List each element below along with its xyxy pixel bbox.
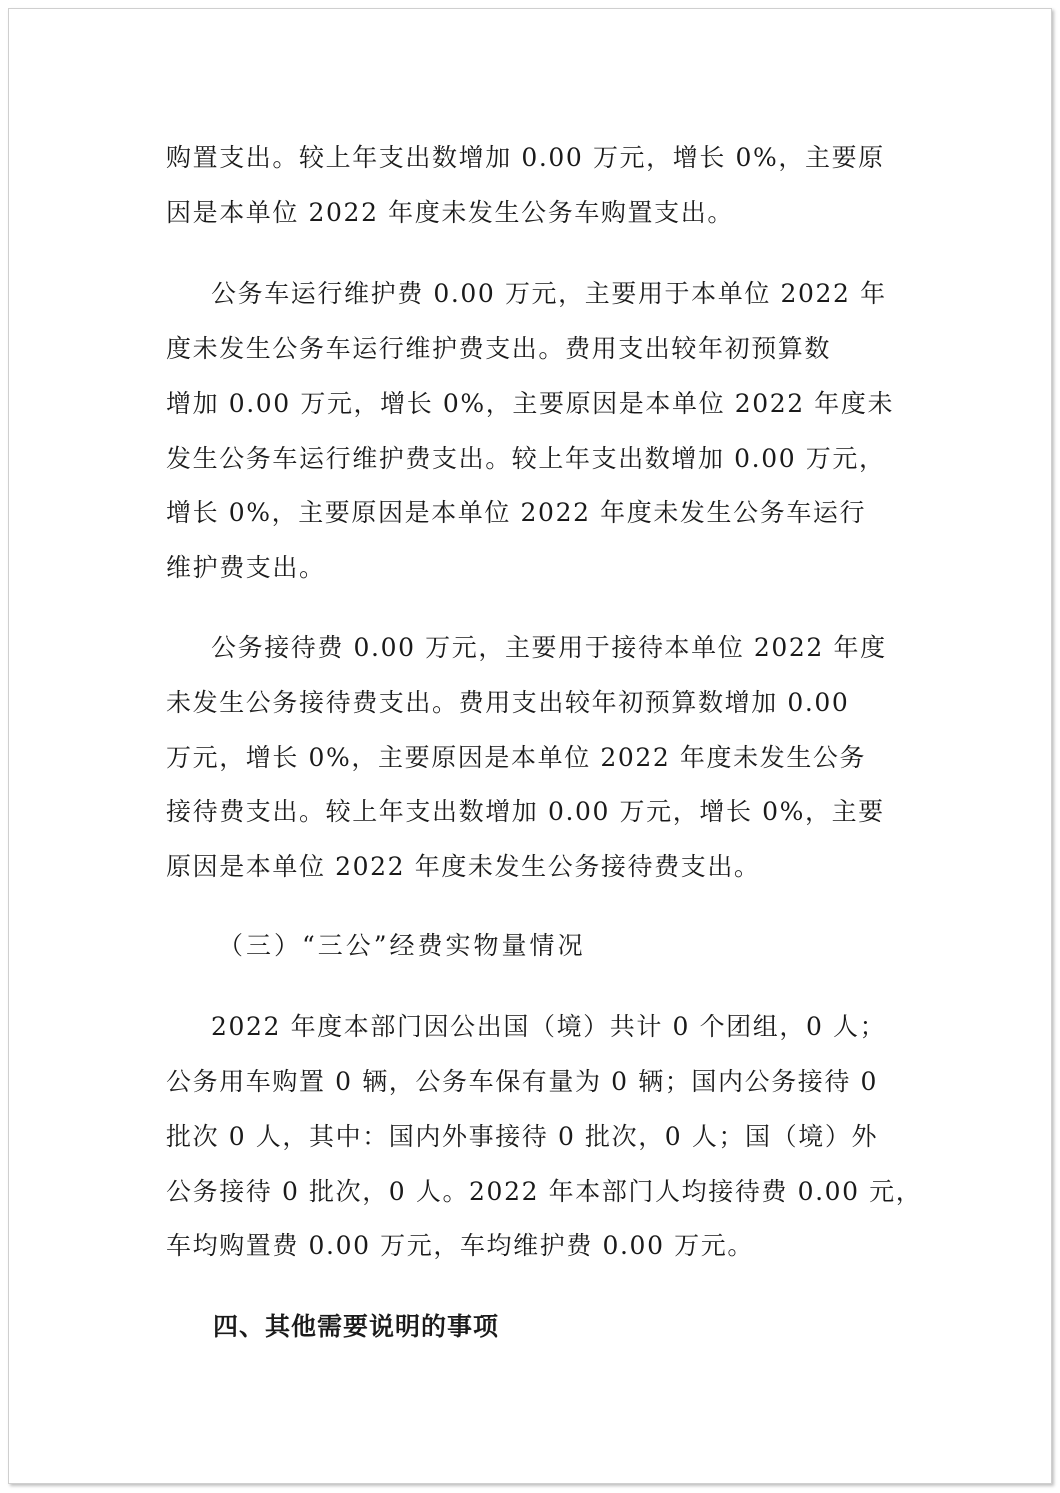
- paragraph-line: 因是本单位 2022 年度未发生公务车购置支出。: [166, 198, 734, 227]
- paragraph-line: 接待费支出。较上年支出数增加 0.00 万元，增长 0%，主要: [166, 797, 885, 826]
- paragraph-line: 万元，增长 0%，主要原因是本单位 2022 年度未发生公务: [166, 743, 867, 772]
- section-heading: 四、其他需要说明的事项: [213, 1312, 500, 1341]
- paragraph-line: 原因是本单位 2022 年度未发生公务接待费支出。: [166, 852, 761, 881]
- paragraph-line: 批次 0 人，其中：国内外事接待 0 批次，0 人；国（境）外: [166, 1122, 879, 1151]
- paragraph-line: 维护费支出。: [166, 553, 326, 582]
- paragraph-line: 增长 0%，主要原因是本单位 2022 年度未发生公务车运行: [166, 498, 867, 527]
- paragraph-line: 公务接待 0 批次，0 人。2022 年本部门人均接待费 0.00 元，: [166, 1177, 923, 1206]
- paragraph-line: 度未发生公务车运行维护费支出。费用支出较年初预算数: [166, 334, 832, 363]
- paragraph-line: 增加 0.00 万元，增长 0%，主要原因是本单位 2022 年度未: [166, 389, 895, 418]
- paragraph-line: 2022 年度本部门因公出国（境）共计 0 个团组，0 人；: [211, 1012, 887, 1041]
- paragraph-line: 购置支出。较上年支出数增加 0.00 万元，增长 0%，主要原: [166, 143, 885, 172]
- section-subheading: （三）“三公”经费实物量情况: [218, 931, 586, 960]
- paragraph-line: 车均购置费 0.00 万元，车均维护费 0.00 万元。: [166, 1231, 754, 1260]
- paragraph-line: 公务用车购置 0 辆，公务车保有量为 0 辆；国内公务接待 0: [166, 1067, 879, 1096]
- paragraph-line: 公务接待费 0.00 万元，主要用于接待本单位 2022 年度: [211, 633, 887, 662]
- paragraph-line: 未发生公务接待费支出。费用支出较年初预算数增加 0.00: [166, 688, 850, 717]
- paragraph-line: 发生公务车运行维护费支出。较上年支出数增加 0.00 万元，: [166, 444, 886, 473]
- paragraph-line: 公务车运行维护费 0.00 万元，主要用于本单位 2022 年: [211, 279, 887, 308]
